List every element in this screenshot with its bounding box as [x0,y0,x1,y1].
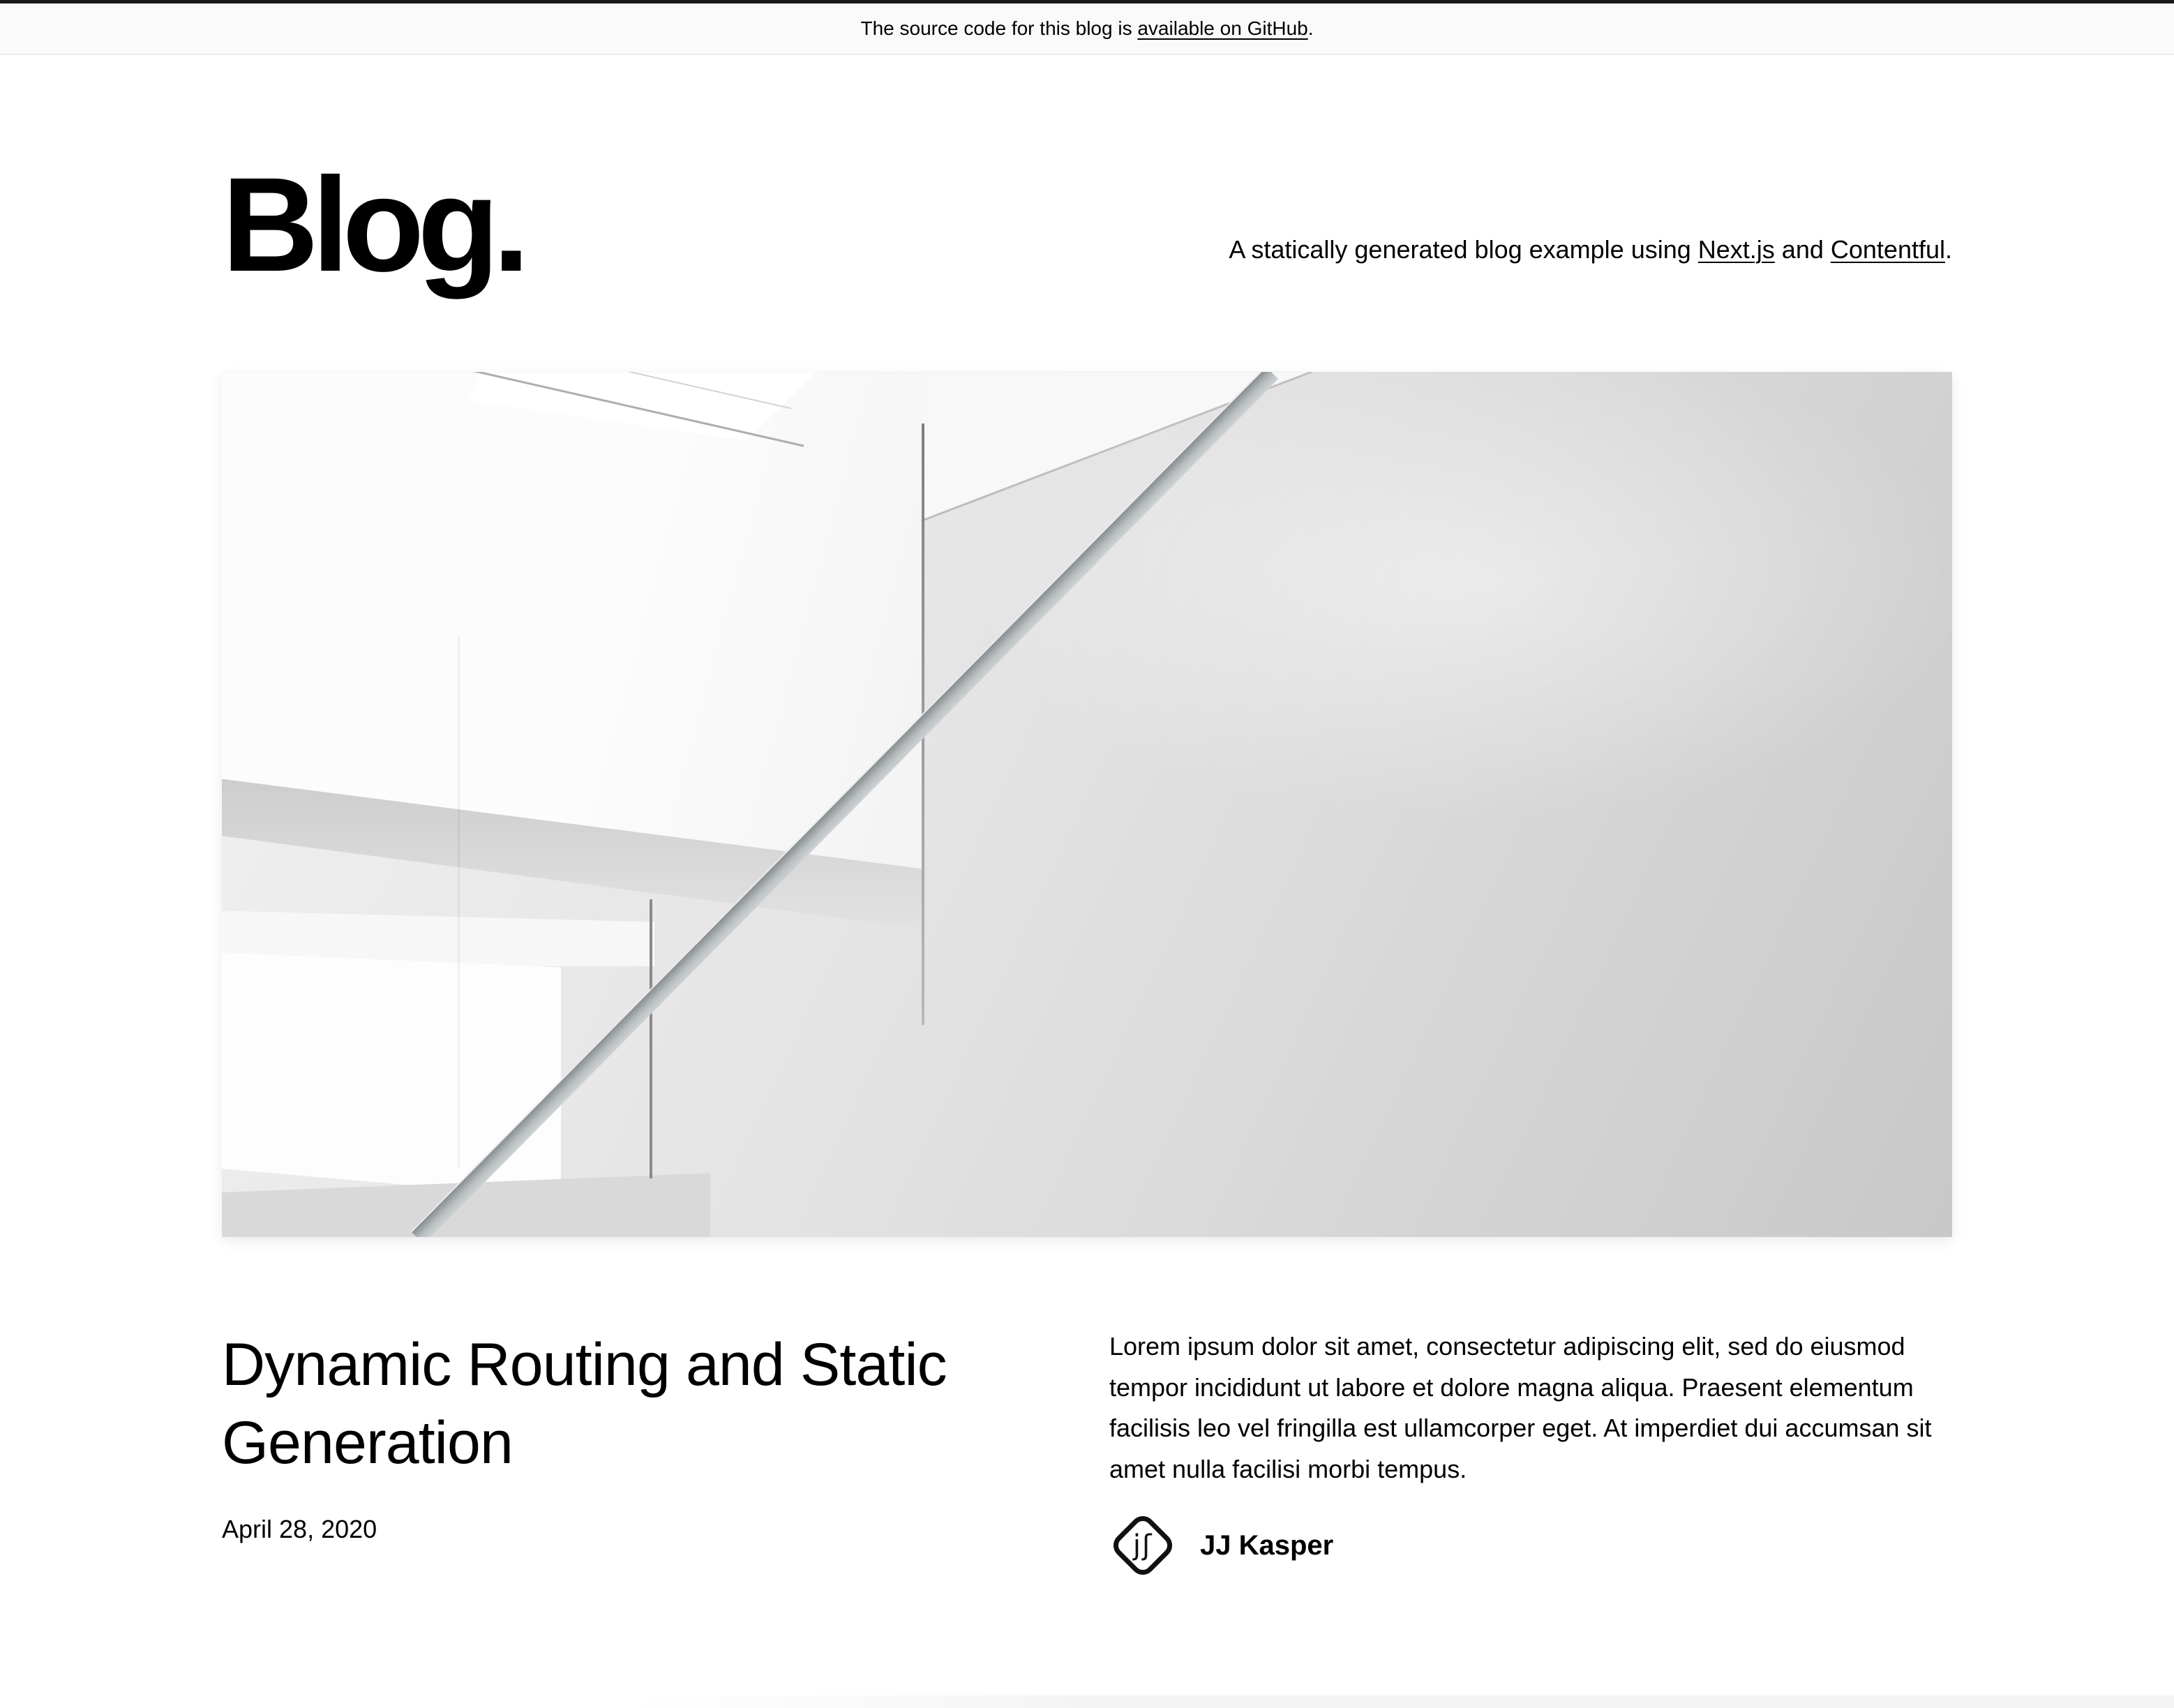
announcement-banner [0,3,2174,55]
author-row [1109,1512,1952,1579]
post-date: April 28, 2020 [222,1514,377,1543]
site-tagline [1229,231,1952,269]
author-avatar [1109,1512,1176,1579]
tagline-mid: and [1774,235,1831,264]
hero-image[interactable] [222,372,1952,1237]
contentful-link[interactable]: Contentful [1830,235,1945,264]
avatar-diamond-icon [1109,1511,1178,1580]
tagline-prefix: A statically generated blog example using [1229,235,1698,264]
announcement-text-prefix: The source code for this blog is [860,17,1138,39]
stair-panel-shape [222,952,561,1198]
site-logo: Blog. [222,149,523,299]
glass-edge-line [650,899,652,1178]
panel-joint-line [458,637,460,1167]
avatar-monogram: jʃ [1132,1529,1153,1562]
github-link[interactable]: available on GitHub [1137,17,1308,39]
hero-post [222,1326,1952,1579]
announcement-text-suffix: . [1307,17,1314,39]
announcement-text [860,14,1313,43]
hero-section [222,372,1952,1237]
author-name: JJ Kasper [1200,1529,1334,1561]
tagline-suffix: . [1944,235,1952,264]
post-excerpt: Lorem ipsum dolor sit amet, consectetur adipiscing elit, sed do eiusmod tempor incididunt ut labore et dolore magna aliqua. Praesent elementum facilisis leo vel fringilla est ullamcorper eget. At imperdiet dui accumsan sit amet nulla facilisi morbi tempus. [1109,1332,1932,1483]
site-header [222,144,1952,305]
post-title-column [222,1326,1065,1579]
footer-strip [628,1695,2174,1708]
post-title-link[interactable]: Dynamic Routing and Static Generation [222,1331,947,1477]
post-excerpt-column [1109,1326,1952,1579]
nextjs-link[interactable]: Next.js [1697,235,1775,264]
